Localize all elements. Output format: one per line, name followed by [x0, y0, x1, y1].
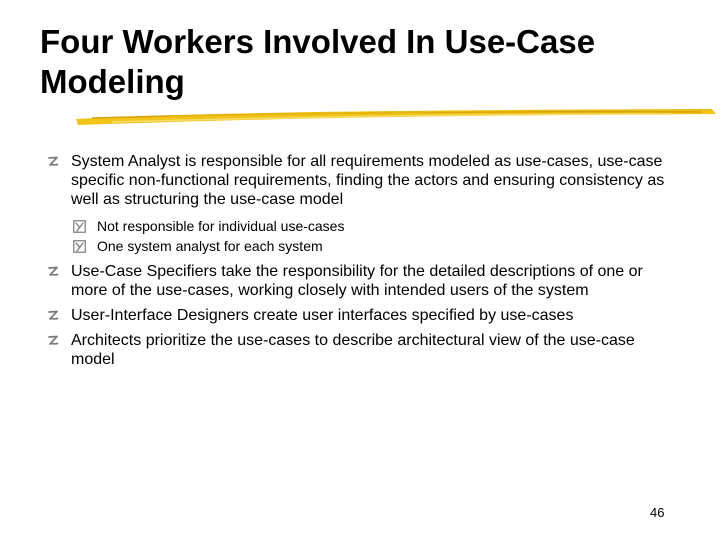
checkbox-y-bullet-icon: [73, 220, 86, 233]
bullet-text: Architects prioritize the use-cases to describe architectural view of the use-case model: [71, 332, 635, 368]
bullet-text: User-Interface Designers create user interfaces specified by use-cases: [71, 307, 574, 324]
checkbox-y-bullet-icon: [73, 240, 86, 253]
sub-bullet-list: [71, 216, 676, 256]
sub-list-item: [71, 236, 676, 256]
list-item: [46, 306, 676, 325]
z-scribble-bullet-icon: [46, 333, 60, 347]
z-scribble-bullet-icon: [46, 308, 60, 322]
brush-stroke-underline: [72, 104, 720, 128]
bullet-list: [46, 152, 676, 375]
sub-bullet-text: Not responsible for individual use-cases: [97, 218, 345, 234]
bullet-text: System Analyst is responsible for all requirements modeled as use-cases, use-case specific non-functional requirements, finding the actors and ensuring consistency as well as structuring the use-case model: [71, 153, 665, 208]
z-scribble-bullet-icon: [46, 154, 60, 168]
list-item: [46, 331, 676, 369]
sub-bullet-text: One system analyst for each system: [97, 238, 323, 254]
page-number: 46: [650, 505, 665, 520]
z-scribble-bullet-icon: [46, 264, 60, 278]
list-item: [46, 262, 676, 300]
list-item: [46, 152, 676, 256]
sub-list-item: [71, 216, 676, 236]
bullet-text: Use-Case Specifiers take the responsibility for the detailed descriptions of one or more of the use-cases, working closely with intended users of the system: [71, 263, 643, 299]
slide-title: Four Workers Involved In Use-Case Modeling: [40, 23, 596, 100]
